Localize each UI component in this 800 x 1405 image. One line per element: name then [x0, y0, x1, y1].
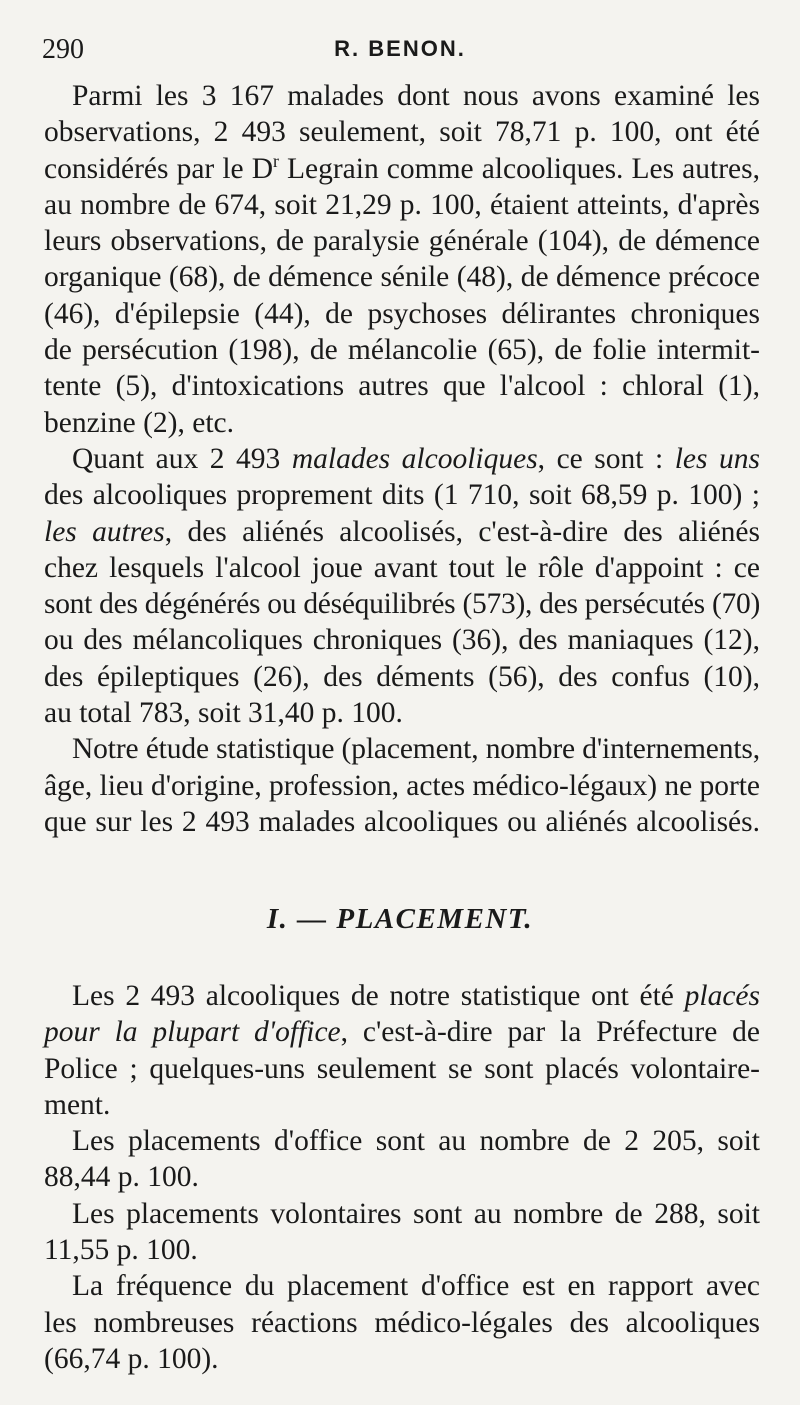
text-line: les nombreuses réactions médico-légales des alcooliques: [44, 1306, 760, 1339]
text-line: tente (5), d'intoxications autres que l'alcool : chloral (1),: [44, 370, 760, 403]
text-line: Les 2 493 alcooliques de notre statistique ont été placés: [72, 980, 760, 1012]
running-head: R. BENON.: [334, 36, 466, 61]
text-line: les autres, des aliénés alcoolisés, c'est-à-dire des aliénés: [44, 515, 760, 548]
text-line: ou des mélancoliques chroniques (36), des maniaques (12),: [44, 624, 760, 657]
text-line: Notre étude statistique (placement, nombre d'internements,: [72, 733, 760, 766]
text-line: leurs observations, de paralysie générale (104), de démence: [44, 225, 760, 258]
page-header: [0, 30, 800, 70]
text-line: ment.: [44, 1088, 111, 1121]
text-line: des épileptiques (26), des déments (56), des confus (10),: [44, 660, 760, 693]
text-line: au nombre de 674, soit 21,29 p. 100, étaient atteints, d'après: [44, 188, 760, 221]
section-title: I. — PLACEMENT.: [266, 903, 534, 935]
text-line: benzine (2), etc.: [44, 406, 235, 439]
text-line: Les placements d'office sont au nombre de 2 205, soit: [72, 1125, 760, 1158]
text-line: considérés par le $D^r$ Legrain comme alcooliques. Les autres,: [44, 150, 760, 185]
text-line: La fréquence du placement d'office est en rapport avec: [72, 1270, 760, 1303]
text-line: chez lesquels l'alcool joue avant tout le rôle d'appoint : ce: [44, 551, 760, 584]
text-line: âge, lieu d'origine, profession, actes médico-légaux) ne porte: [44, 769, 760, 802]
text-line: (66,74 p. 100).: [44, 1342, 219, 1375]
text-line: Les placements volontaires sont au nombre de 288, soit: [72, 1197, 760, 1230]
text-line: 11,55 p. 100.: [44, 1234, 198, 1267]
intro-text: [44, 78, 760, 840]
text-line: Parmi les 3 167 malades dont nous avons examiné les: [72, 80, 760, 112]
text-line: Police ; quelques-uns seulement se sont placés volontaire-: [44, 1052, 760, 1085]
text-line: 88,44 p. 100.: [44, 1161, 199, 1194]
page-number: 290: [42, 34, 84, 65]
text-line: organique (68), de démence sénile (48), de démence précoce: [44, 261, 760, 294]
text-line: observations, 2 493 seulement, soit 78,71 p. 100, ont été: [44, 116, 760, 149]
text-line: sont des dégénérés ou déséquilibrés (573), des persécutés (70): [44, 588, 760, 621]
text-line: pour la plupart d'office, c'est-à-dire par la Préfecture de: [44, 1016, 761, 1049]
text-line: de persécution (198), de mélancolie (65), de folie intermit-: [44, 334, 760, 367]
text-line: des alcooliques proprement dits (1 710, soit 68,59 p. 100) ;: [44, 479, 760, 512]
section-text: [44, 978, 760, 1377]
text-line: (46), d'épilepsie (44), de psychoses délirantes chroniques: [44, 297, 760, 330]
text-line: au total 783, soit 31,40 p. 100.: [44, 697, 403, 730]
text-line: Quant aux 2 493 malades alcooliques, ce sont : les uns: [72, 442, 760, 475]
text-line: que sur les 2 493 malades alcooliques ou aliénés alcoolisés.: [44, 805, 760, 838]
